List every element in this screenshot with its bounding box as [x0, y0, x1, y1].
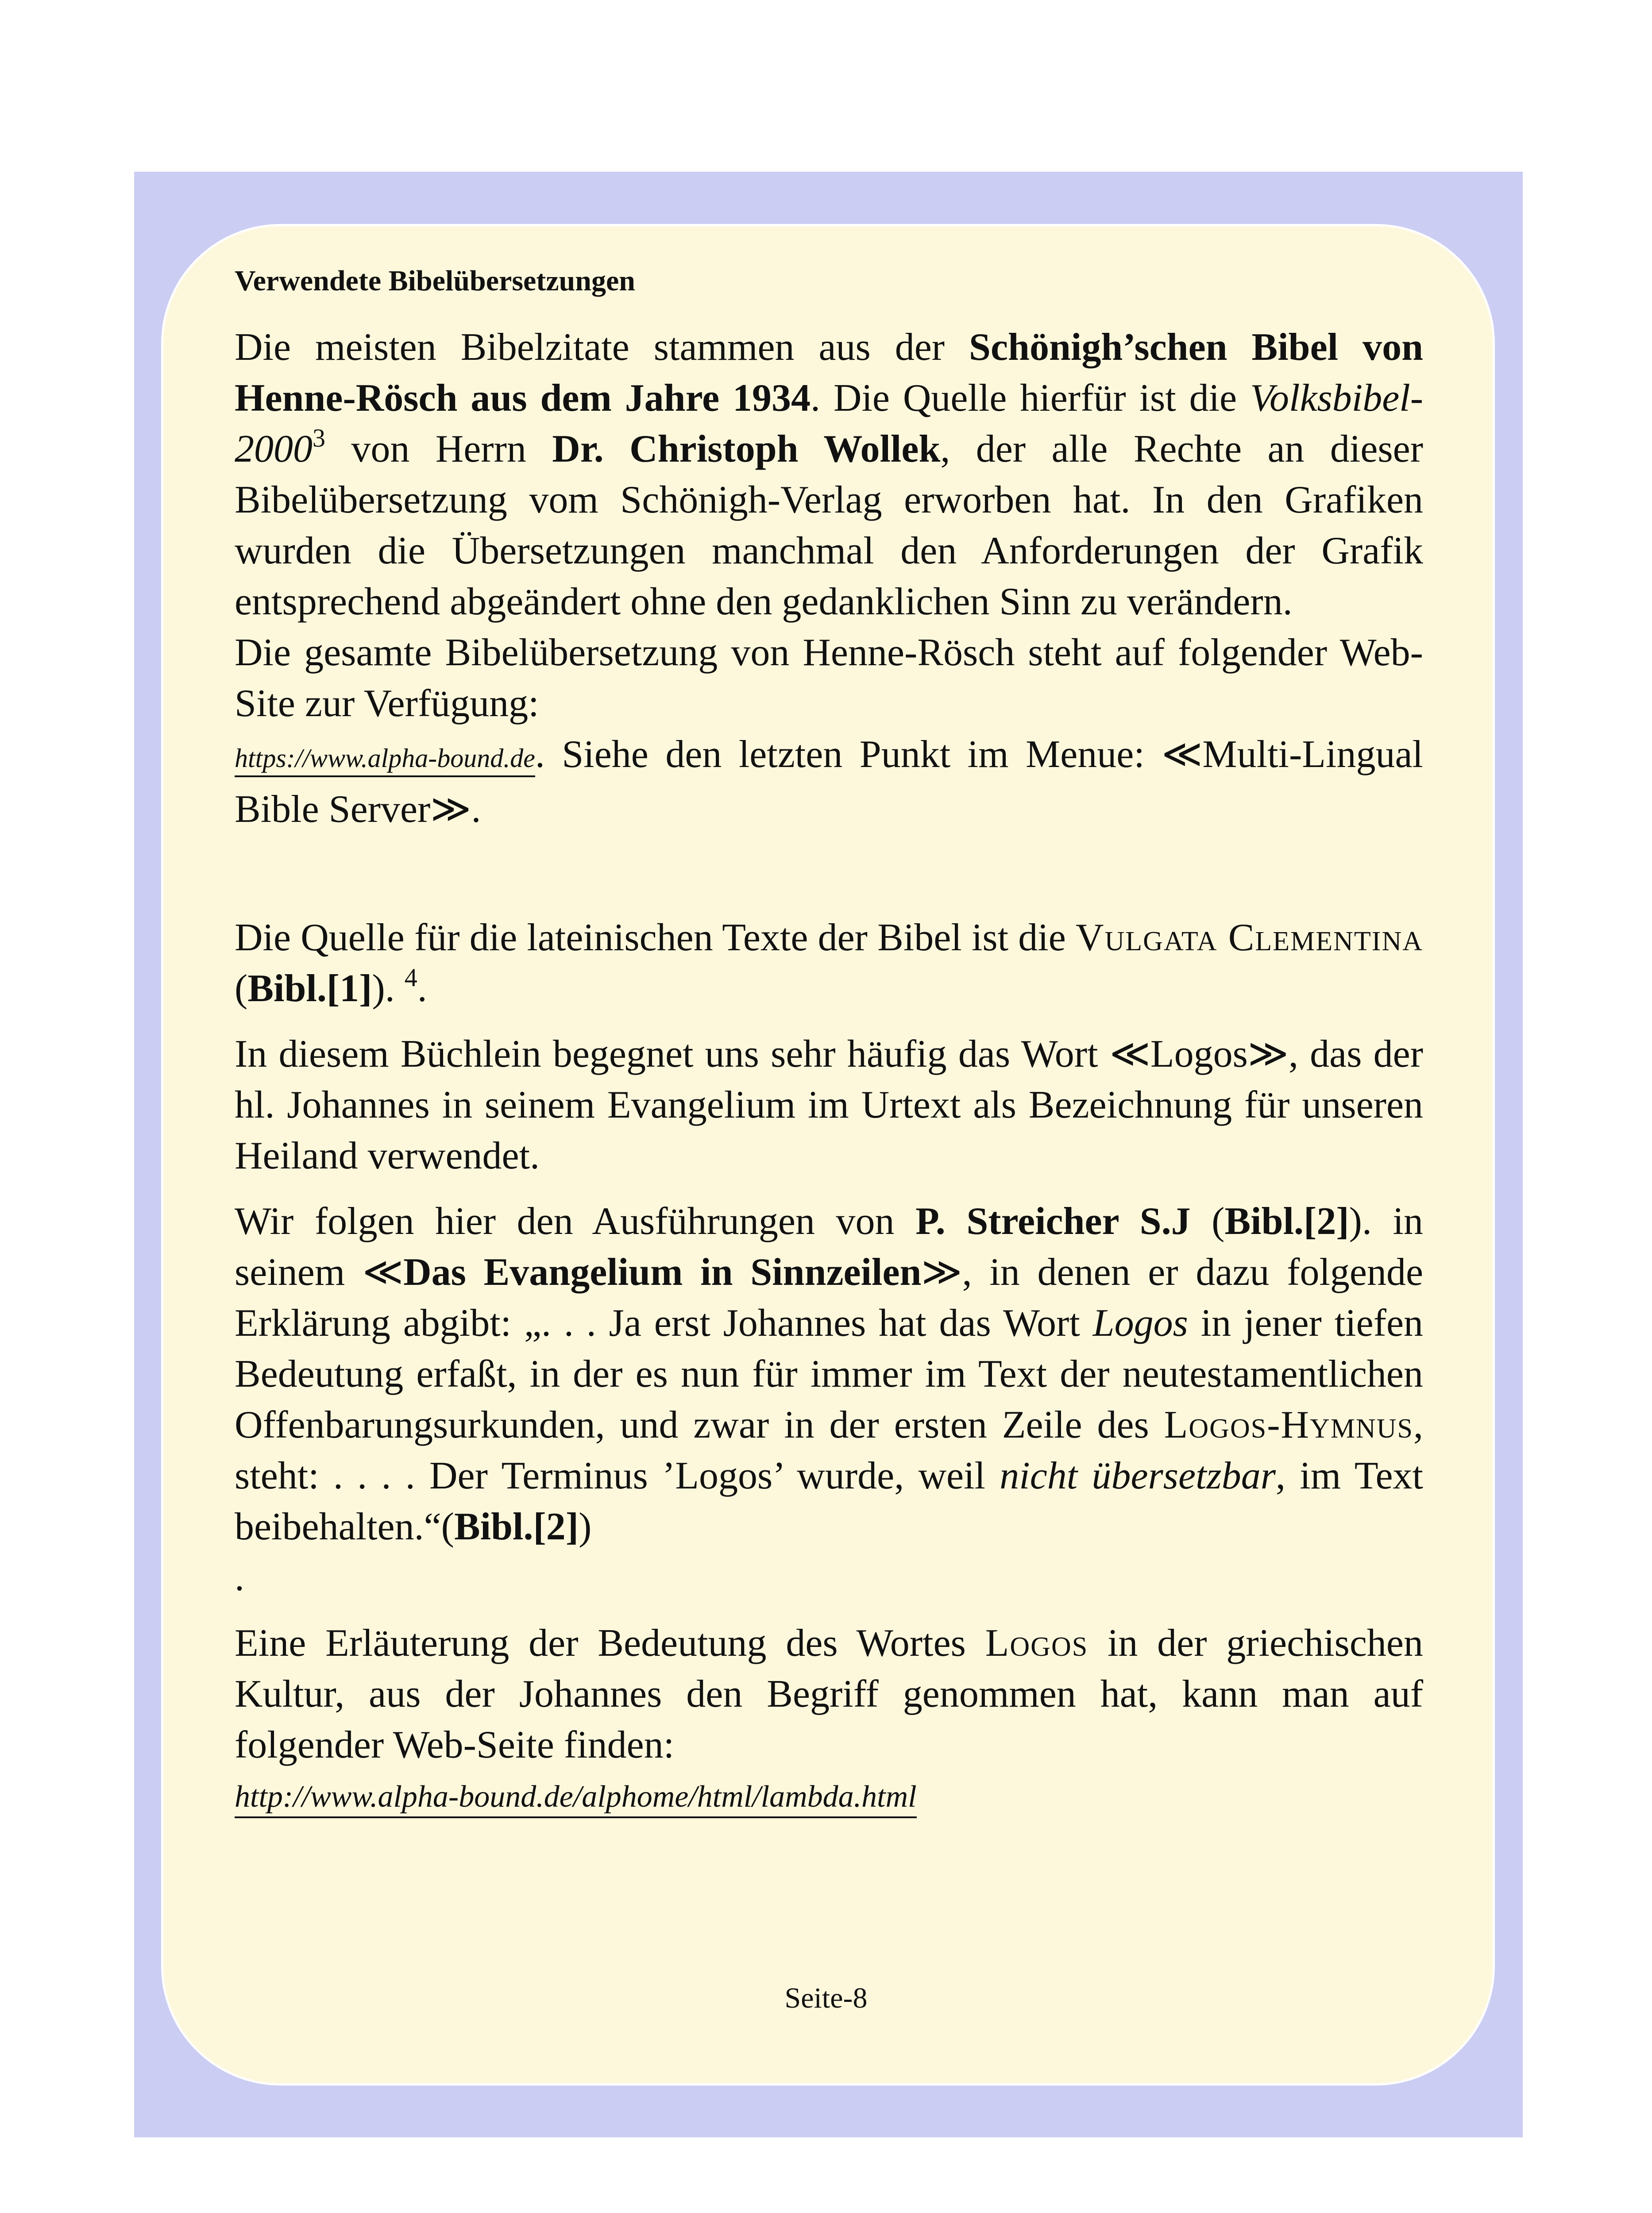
book-title: Das Evangelium in Sinnzeilen — [403, 1251, 922, 1294]
text: Die meisten Bibelzitate stammen aus der — [235, 326, 969, 369]
text: Die gesamte Bibelübersetzung von Henne-Rösch steht auf folgender Web-Site zur Verfügung: — [235, 631, 1423, 725]
text: Die Quelle für die lateinischen Texte der Bibel ist die — [235, 916, 1076, 959]
page-number: Seite-8 — [784, 1982, 868, 2014]
paragraph-website — [235, 627, 1423, 729]
logos-word: Logos — [1092, 1302, 1188, 1345]
emphasis-text: nicht übersetzbar — [1000, 1454, 1276, 1497]
text: . — [417, 967, 427, 1010]
text: . — [235, 1556, 244, 1599]
paragraph-logos — [235, 1029, 1423, 1181]
text: Eine Erläuterung der Bedeutung des Wortes — [235, 1622, 985, 1665]
bible-title: Schönigh’schen Bibel von Henne-Rösch aus dem Jahre 1934 — [235, 326, 1424, 420]
text: in jener tiefen Bedeutung erfaßt, in der es nun für immer im Text der neutestamentlichen Offenbarungsurkunden, und zwar in der ersten Zeile des — [235, 1302, 1424, 1446]
footnote-marker[interactable]: 3 — [313, 424, 325, 452]
page-content — [235, 259, 1423, 1819]
text: Wir folgen hier den Ausführungen von — [235, 1200, 916, 1243]
paragraph-url — [235, 729, 1423, 835]
bibliography-ref[interactable]: Bibl.[2] — [1224, 1200, 1349, 1243]
text: . Die Quelle hierfür ist die — [811, 377, 1250, 420]
website-link[interactable]: https://www.alpha-bound.de — [235, 744, 535, 777]
bibliography-ref[interactable]: Bibl.[2] — [454, 1505, 579, 1548]
text: , steht: . . . . Der Terminus ’Logos’ wurde, weil — [235, 1403, 1423, 1497]
paragraph-bible-source — [235, 322, 1423, 627]
volksbibel-name: Volksbibel-2000 — [235, 377, 1424, 470]
text: von Herrn — [325, 428, 552, 470]
logos-word: Logos — [985, 1622, 1088, 1665]
author-name: Dr. Christoph Wollek — [552, 428, 941, 470]
paragraph-explanation — [235, 1618, 1423, 1770]
paragraph-streicher — [235, 1196, 1423, 1552]
paragraph-vulgata — [235, 912, 1423, 1014]
author-name: P. Streicher S.J — [915, 1200, 1191, 1243]
text: ≫, in denen er dazu folgende Erklärung abgibt: „. . . Ja erst Johannes hat das Wort — [235, 1251, 1424, 1345]
text: ). — [372, 967, 405, 1010]
paragraph-period — [235, 1552, 1423, 1603]
text: ( — [235, 967, 248, 1010]
text: , der alle Rechte an dieser Bibelübersetzung vom Schönigh-Verlag erworben hat. In den Grafiken wurden die Übersetzungen manchmal den Anforderungen der Grafik entsprechend abgeändert ohne den gedanklichen Sinn zu verändern. — [235, 428, 1424, 623]
vulgata-name: Vulgata Clementina — [1075, 916, 1423, 959]
logos-hymnus: Logos-Hymnus — [1164, 1403, 1413, 1446]
section-heading: Verwendete Bibelübersetzungen — [235, 265, 635, 297]
bibliography-ref[interactable]: Bibl.[1] — [247, 967, 372, 1010]
lambda-page-link[interactable]: http://www.alpha-bound.de/alphome/html/lambda.html — [235, 1780, 917, 1818]
footnote-marker[interactable]: 4 — [404, 963, 417, 992]
text: ( — [1190, 1200, 1225, 1243]
text: in der griechischen Kultur, aus der Johannes den Begriff genommen hat, kann man auf folgender Web-Seite finden: — [235, 1622, 1423, 1766]
text: . Siehe den letzten Punkt im Menue: ≪Multi-Lingual Bible Server≫. — [235, 733, 1423, 831]
paragraph-url-2 — [235, 1775, 1423, 1819]
text: ) — [579, 1505, 592, 1548]
text: In diesem Büchlein begegnet uns sehr häufig das Wort ≪Logos≫, das der hl. Johannes in seinem Evangelium im Urtext als Bezeichnung für unseren Heiland verwendet. — [235, 1033, 1423, 1177]
text: ). in seinem ≪ — [235, 1200, 1423, 1294]
text: , im Text beibehalten.“( — [235, 1454, 1423, 1548]
